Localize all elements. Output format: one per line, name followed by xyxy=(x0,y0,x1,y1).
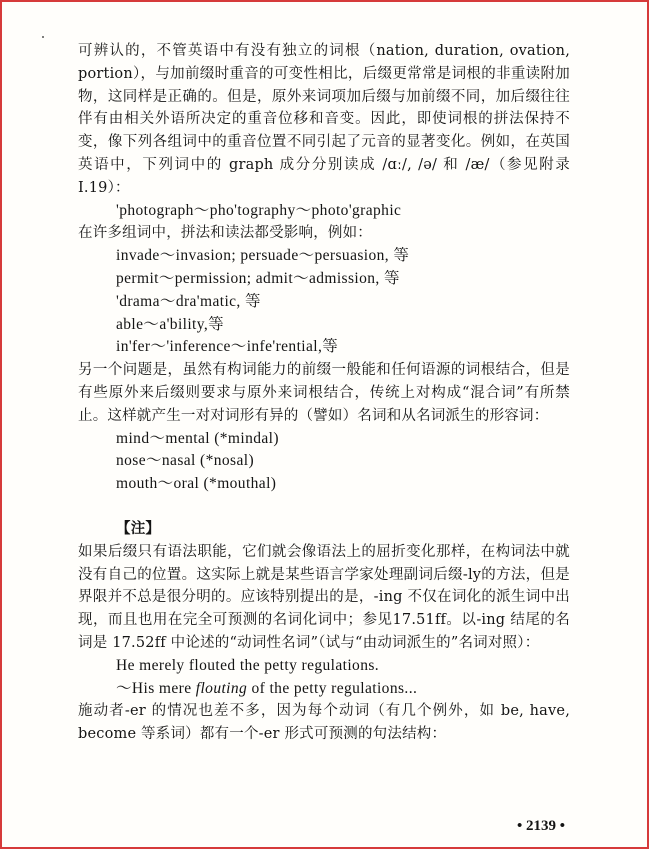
example-flout-2-prefix: ～His mere xyxy=(116,679,196,697)
scan-speck xyxy=(42,36,44,38)
page-body xyxy=(78,40,570,746)
example-flout-2 xyxy=(78,678,570,701)
paragraph-hybrid: 另一个问题是，虽然有构词能力的前缀一般能和任何语源的词根结合，但是有些原外来后缀则要求与原外来词根结合，传统上对构成“混合词”有所禁止。这样就产生一对对词形有异的（譬如）名词和从名词派生的形容词： xyxy=(78,362,570,424)
example-flout-2-suffix: of the petty regulations... xyxy=(247,679,418,697)
example-line: invade～invasion; persuade～persuasion, 等 xyxy=(116,247,410,265)
example-line: mouth～oral (*mouthal) xyxy=(116,475,277,493)
example-flout-2-italic: flouting xyxy=(195,679,248,697)
note-heading: 【注】 xyxy=(116,519,161,537)
spacer xyxy=(78,496,570,518)
example-flout-1: He merely flouted the petty regulations. xyxy=(116,656,380,674)
example-line: 'drama～dra'matic, 等 xyxy=(116,292,261,310)
example-line: in'fer～'inference～infe'rential,等 xyxy=(116,338,339,356)
example-line: permit～permission; admit～admission, 等 xyxy=(116,269,400,287)
example-line: mind～mental (*mindal) xyxy=(116,429,279,447)
paragraph-agent-er: 施动者-er 的情况也差不多，因为每个动词（有几个例外，如 be, have, become 等系词）都有一个-er 形式可预测的句法结构： xyxy=(78,703,570,743)
paragraph-note: 如果后缀只有语法职能，它们就会像语法上的屈折变化那样，在构词法中就没有自己的位置。这实际上就是某些语言学家处理副词后缀-ly的方法，但是界限并不总是很分明的。应该特别提出的是，-ing 不仅在词化的派生词中出现，而且也用在完全可预测的名词化词中；参见17.51ff。以-ing 结尾的名词是 17.52ff 中论述的“动词性名词”（试与“由动词派生的”名词对照）： xyxy=(78,543,570,651)
paragraph-suffix-stress: 可辨认的，不管英语中有没有独立的词根（nation, duration, ovation, portion），与加前缀时重音的可变性相比，后缀更常常是词根的非重读附加物，这同样是正确的。但是，原外来词项加后缀与加前缀不同，加后缀往往伴有由相关外语所决定的重音位移和音变。因此，即使词根的拼法保持不变，像下列各组词中的重音位置不同引起了元音的显著变化。例如，在英国英语中，下列词中的 graph 成分分别读成 /ɑː/, /ə/ 和 /æ/（参见附录Ⅰ.19）： xyxy=(78,43,570,196)
example-line: nose～nasal (*nosal) xyxy=(116,452,255,470)
example-graph: 'photograph～pho'tography～photo'graphic xyxy=(116,201,402,219)
page-number: • 2139 • xyxy=(516,818,565,834)
paragraph-spelling-intro: 在许多组词中，拼法和读法都受影响，例如： xyxy=(78,225,372,242)
example-line: able～a'bility,等 xyxy=(116,315,225,333)
